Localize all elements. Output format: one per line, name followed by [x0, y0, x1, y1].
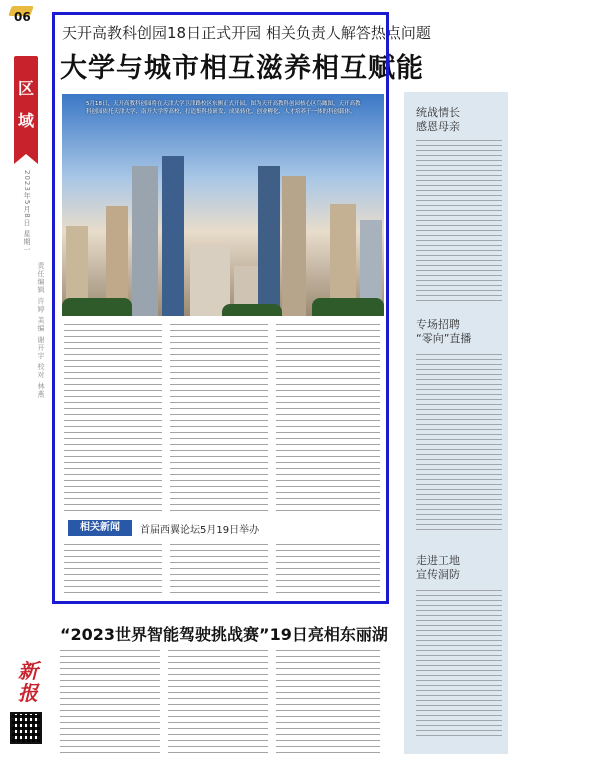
- related-news-label: 相关新闻: [68, 520, 132, 536]
- sidebar-title-1-line-2: 感恩母亲: [416, 120, 460, 133]
- sidebar-title-2-line-1: 专场招聘: [416, 318, 460, 331]
- article-kicker: 天开高教科创园18日正式开园 相关负责人解答热点问题: [62, 24, 431, 42]
- left-rail: [0, 0, 52, 762]
- article-selection-box[interactable]: [52, 12, 389, 604]
- sidebar-title-2: [416, 318, 471, 346]
- issue-date: 2023年5月8日 星期一: [23, 170, 31, 254]
- secondary-column-3: [276, 650, 380, 754]
- sidebar-title-1: [416, 106, 460, 134]
- secondary-column-1: [60, 650, 160, 754]
- secondary-headline: “2023世界智能驾驶挑战赛”19日亮相东丽湖: [60, 625, 388, 644]
- sidebar-text-2: [416, 354, 502, 532]
- logo-char-2: 报: [18, 681, 38, 705]
- sidebar-title-3-line-1: 走进工地: [416, 554, 460, 567]
- sidebar-title-1-line-1: 统战情长: [416, 106, 460, 119]
- sidebar-title-3-line-2: 宣传洞防: [416, 568, 460, 581]
- sidebar-title-3: [416, 554, 460, 582]
- qr-code-icon: [10, 712, 42, 744]
- sidebar-text-1: [416, 140, 502, 304]
- section-char-1: 区: [17, 79, 34, 98]
- related-news-title: 首届西翼论坛5月19日举办: [140, 525, 260, 536]
- section-char-2: 域: [17, 111, 34, 130]
- page-number: 06: [14, 10, 31, 24]
- logo-char-1: 新: [18, 659, 38, 683]
- secondary-column-2: [168, 650, 268, 754]
- section-flag: [14, 56, 38, 154]
- sidebar-title-2-line-2: “零向”直播: [416, 332, 472, 345]
- photo-caption: 5月18日，天开高教科创园将在天津大学卫津路校区东侧正式开园。图为天开高教科创园核心区鸟瞰图。天开高教科创园依托天津大学、南开大学等高校，打造集科技研发、成果转化、创业孵化、人才培养于一体的科创载体。: [86, 101, 361, 115]
- sidebar-text-3: [416, 590, 502, 740]
- article-headline: 大学与城市相互滋养相互赋能: [60, 53, 424, 84]
- newspaper-logo: [8, 660, 48, 704]
- editor-credits: 责任编辑 许婷 美编 谢开宇 校对 林燕: [37, 262, 45, 399]
- sidebar: [404, 92, 508, 754]
